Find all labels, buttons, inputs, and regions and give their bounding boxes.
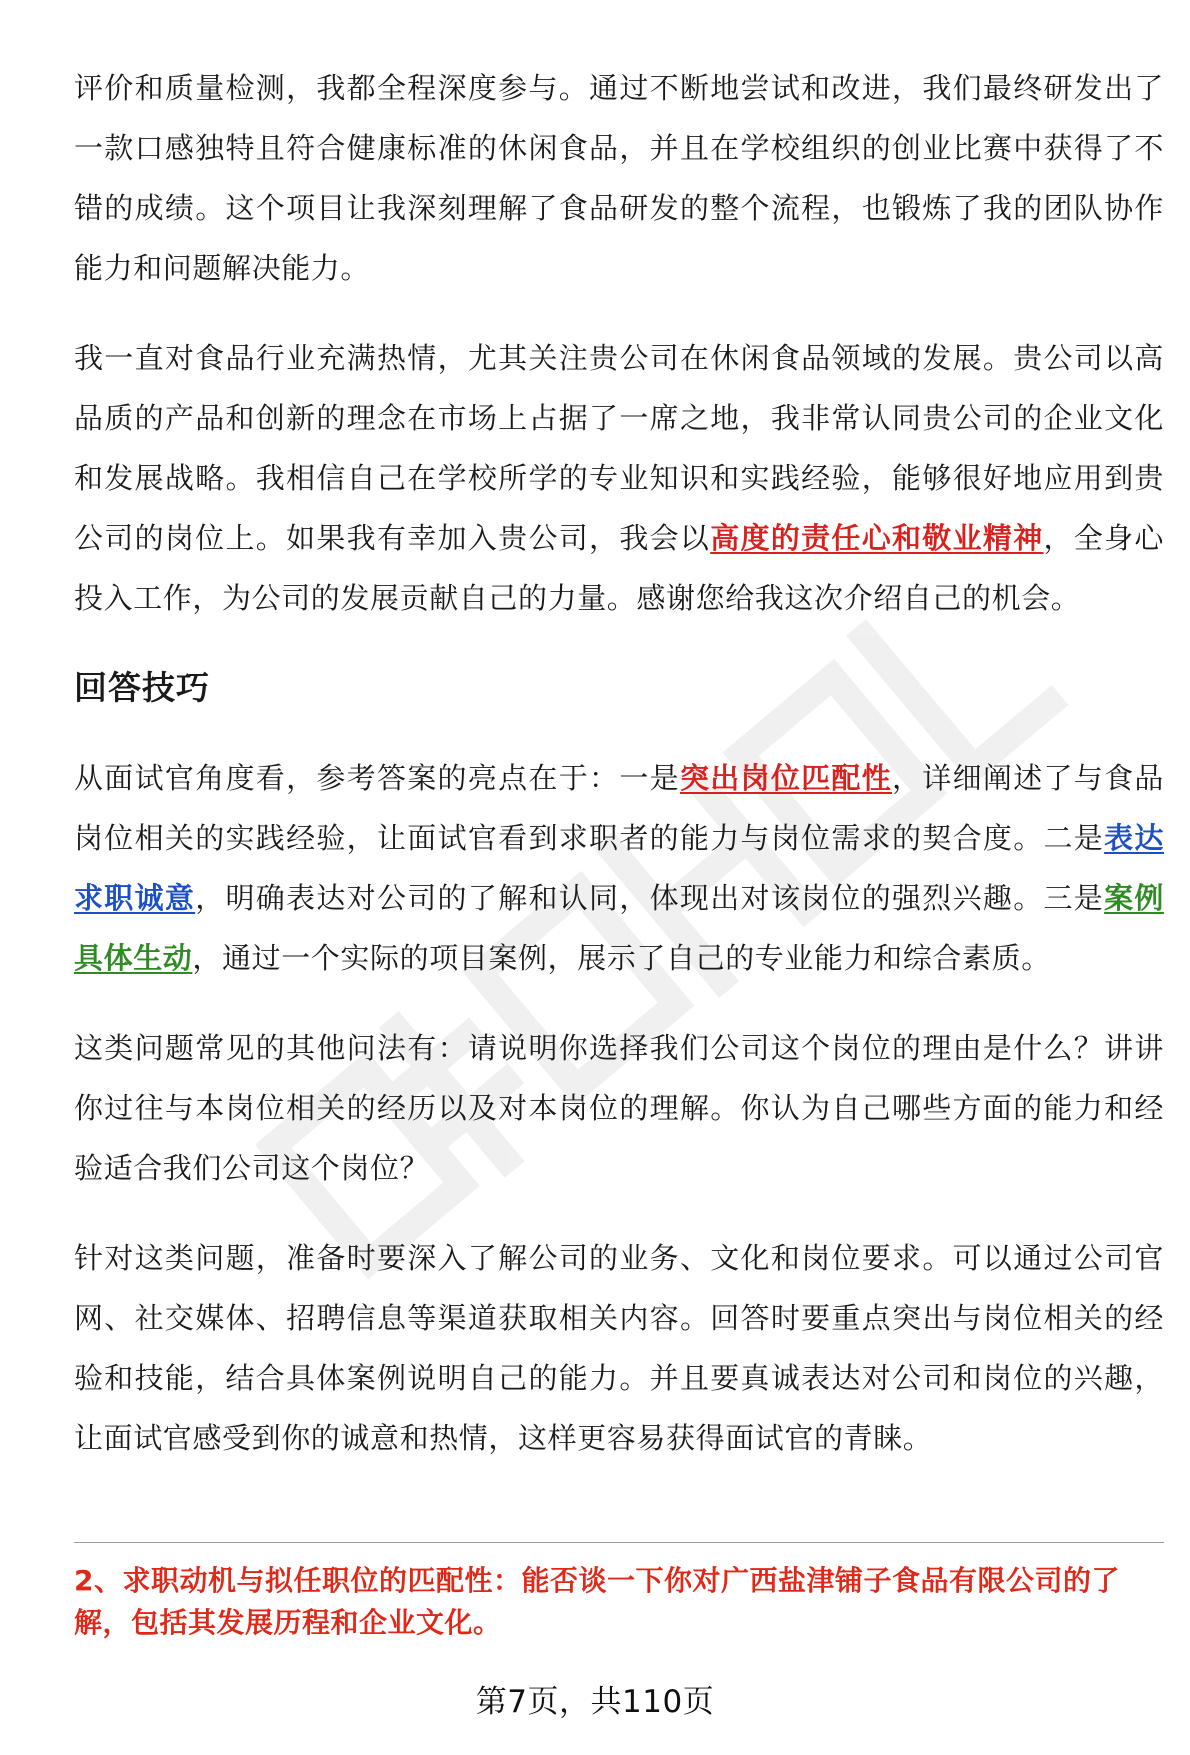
- alt-questions-paragraph: 这类问题常见的其他问法有：请说明你选择我们公司这个岗位的理由是什么？讲讲你过往与本岗位相关的经历以及对本岗位的理解。你认为自己哪些方面的能力和经验适合我们公司这个岗位？: [74, 1031, 1164, 1185]
- tips-text-3: ，通过一个实际的项目案例，展示了自己的专业能力和综合素质。: [192, 941, 1051, 975]
- answer-text-after: ，全身心投入工作，为公司的发展贡献自己的力量。感谢您给我这次介绍自己的机会。: [74, 521, 1164, 615]
- next-question: 2、求职动机与拟任职位的匹配性：能否谈一下你对广西盐津铺子食品有限公司的了解，包括其发展历程和企业文化。: [74, 1564, 1120, 1639]
- answer-paragraph-1: 评价和质量检测，我都全程深度参与。通过不断地尝试和改进，我们最终研发出了一款口感独特且符合健康标准的休闲食品，并且在学校组织的创业比赛中获得了不错的成绩。这个项目让我深刻理解了食品研发的整个流程，也锻炼了我的团队协作能力和问题解决能力。: [74, 71, 1164, 285]
- answer-text-before: 我一直对食品行业充满热情，尤其关注贵公司在休闲食品领域的发展。贵公司以高品质的产品和创新的理念在市场上占据了一席之地，我非常认同贵公司的企业文化和发展战略。我相信自己在学校所学的专业知识和实践经验，能够很好地应用到贵公司的岗位上。如果我有幸加入贵公司，我会以: [74, 341, 1164, 555]
- tips-text-2: ，明确表达对公司的了解和认同，体现出对该岗位的强烈兴趣。三是: [195, 881, 1105, 915]
- section-heading: 回答技巧: [74, 668, 210, 707]
- advice-paragraph: 针对这类问题，准备时要深入了解公司的业务、文化和岗位要求。可以通过公司官网、社交媒体、招聘信息等渠道获取相关内容。回答时要重点突出与岗位相关的经验和技能，结合具体案例说明自己的能力。并且要真诚表达对公司和岗位的兴趣，让面试官感受到你的诚意和热情，这样更容易获得面试官的青睐。: [74, 1241, 1164, 1455]
- highlight-responsibility: 高度的责任心和敬业精神: [710, 521, 1044, 555]
- answer-paragraph-2: [74, 328, 1164, 628]
- tips-intro: 从面试官角度看，参考答案的亮点在于：一是: [74, 761, 680, 795]
- main-content: [74, 58, 1164, 1468]
- tip-point-1: 突出岗位匹配性: [679, 761, 893, 795]
- tip-point-3: 案例具体生动: [74, 881, 1164, 975]
- section-divider: [74, 1542, 1164, 1543]
- tips-text-1: ，详细阐述了与食品岗位相关的实践经验，让面试官看到求职者的能力与岗位需求的契合度。二是: [74, 761, 1164, 855]
- page-footer: 第7页，共110页: [475, 1684, 715, 1720]
- tip-point-2: 表达求职诚意: [74, 821, 1165, 915]
- tips-paragraph: [74, 748, 1164, 988]
